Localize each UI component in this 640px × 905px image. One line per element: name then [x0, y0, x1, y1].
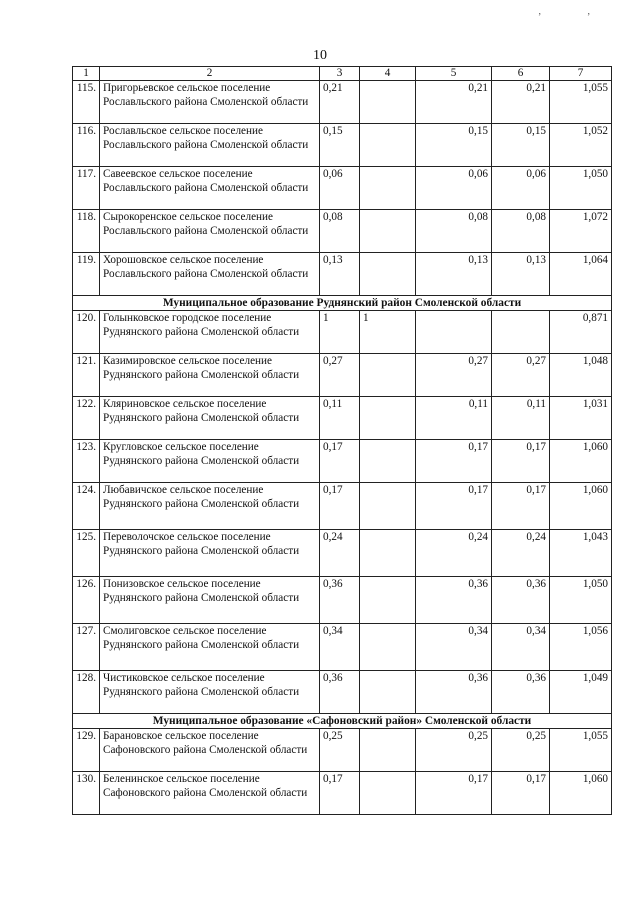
value-col-5: 0,06 — [416, 167, 492, 210]
column-header: 3 — [320, 67, 360, 81]
value-col-4 — [360, 729, 416, 772]
value-col-3: 0,15 — [320, 124, 360, 167]
value-col-4 — [360, 210, 416, 253]
value-col-5: 0,25 — [416, 729, 492, 772]
settlement-name: Сырокоренское сельское поселение Рославльского района Смоленской области — [100, 210, 320, 253]
table-row — [73, 81, 612, 124]
value-col-5: 0,36 — [416, 671, 492, 714]
value-col-3: 0,08 — [320, 210, 360, 253]
section-title: Муниципальное образование Руднянский район Смоленской области — [73, 296, 612, 311]
value-col-7: 1,050 — [550, 577, 612, 624]
value-col-3: 0,17 — [320, 440, 360, 483]
value-col-4 — [360, 440, 416, 483]
row-number: 118. — [73, 210, 100, 253]
row-number: 122. — [73, 397, 100, 440]
column-header: 2 — [100, 67, 320, 81]
value-col-5: 0,24 — [416, 530, 492, 577]
value-col-6: 0,36 — [492, 671, 550, 714]
value-col-4 — [360, 354, 416, 397]
section-header-row — [73, 714, 612, 729]
value-col-3: 1 — [320, 311, 360, 354]
section-title: Муниципальное образование «Сафоновский район» Смоленской области — [73, 714, 612, 729]
value-col-4 — [360, 483, 416, 530]
row-number: 127. — [73, 624, 100, 671]
row-number: 124. — [73, 483, 100, 530]
value-col-3: 0,36 — [320, 671, 360, 714]
value-col-4 — [360, 671, 416, 714]
value-col-4 — [360, 530, 416, 577]
table-row — [73, 311, 612, 354]
table-row — [73, 397, 612, 440]
value-col-5: 0,11 — [416, 397, 492, 440]
value-col-7: 1,055 — [550, 81, 612, 124]
table-row — [73, 671, 612, 714]
table-row — [73, 483, 612, 530]
row-number: 115. — [73, 81, 100, 124]
coefficients-table — [72, 66, 612, 815]
value-col-3: 0,11 — [320, 397, 360, 440]
value-col-7: 1,060 — [550, 440, 612, 483]
value-col-5: 0,08 — [416, 210, 492, 253]
value-col-5: 0,21 — [416, 81, 492, 124]
table-row — [73, 577, 612, 624]
value-col-6: 0,06 — [492, 167, 550, 210]
table-row — [73, 354, 612, 397]
table-row — [73, 124, 612, 167]
column-header: 7 — [550, 67, 612, 81]
value-col-7: 1,050 — [550, 167, 612, 210]
value-col-7: 1,060 — [550, 483, 612, 530]
row-number: 128. — [73, 671, 100, 714]
settlement-name: Хорошовское сельское поселение Рославльского района Смоленской области — [100, 253, 320, 296]
value-col-4: 1 — [360, 311, 416, 354]
value-col-6: 0,25 — [492, 729, 550, 772]
settlement-name: Смолиговское сельское поселение Руднянского района Смоленской области — [100, 624, 320, 671]
value-col-5: 0,17 — [416, 772, 492, 815]
value-col-3: 0,34 — [320, 624, 360, 671]
row-number: 119. — [73, 253, 100, 296]
value-col-6: 0,17 — [492, 772, 550, 815]
row-number: 125. — [73, 530, 100, 577]
value-col-3: 0,13 — [320, 253, 360, 296]
value-col-7: 1,049 — [550, 671, 612, 714]
row-number: 116. — [73, 124, 100, 167]
value-col-6: 0,34 — [492, 624, 550, 671]
value-col-6: 0,21 — [492, 81, 550, 124]
value-col-4 — [360, 167, 416, 210]
settlement-name: Кляриновское сельское поселение Руднянского района Смоленской области — [100, 397, 320, 440]
section-header-row — [73, 296, 612, 311]
value-col-3: 0,17 — [320, 772, 360, 815]
table-row — [73, 167, 612, 210]
value-col-5: 0,17 — [416, 440, 492, 483]
table-row — [73, 440, 612, 483]
settlement-name: Рославльское сельское поселение Рославльского района Смоленской области — [100, 124, 320, 167]
value-col-5: 0,13 — [416, 253, 492, 296]
column-header: 5 — [416, 67, 492, 81]
value-col-7: 1,052 — [550, 124, 612, 167]
value-col-3: 0,36 — [320, 577, 360, 624]
settlement-name: Пригорьевское сельское поселение Рославльского района Смоленской области — [100, 81, 320, 124]
column-header: 6 — [492, 67, 550, 81]
value-col-5: 0,17 — [416, 483, 492, 530]
value-col-5: 0,36 — [416, 577, 492, 624]
value-col-6: 0,27 — [492, 354, 550, 397]
table-row — [73, 729, 612, 772]
value-col-5: 0,34 — [416, 624, 492, 671]
settlement-name: Голынковское городское поселение Руднянского района Смоленской области — [100, 311, 320, 354]
corner-marks: , , — [538, 6, 612, 17]
row-number: 120. — [73, 311, 100, 354]
table-header-row — [73, 67, 612, 81]
row-number: 130. — [73, 772, 100, 815]
page-number: 10 — [313, 48, 327, 63]
value-col-3: 0,21 — [320, 81, 360, 124]
table-row — [73, 624, 612, 671]
settlement-name: Кругловское сельское поселение Руднянского района Смоленской области — [100, 440, 320, 483]
value-col-6: 0,15 — [492, 124, 550, 167]
value-col-3: 0,27 — [320, 354, 360, 397]
row-number: 117. — [73, 167, 100, 210]
value-col-6: 0,13 — [492, 253, 550, 296]
value-col-7: 1,072 — [550, 210, 612, 253]
value-col-3: 0,24 — [320, 530, 360, 577]
value-col-4 — [360, 124, 416, 167]
settlement-name: Любавичское сельское поселение Руднянского района Смоленской области — [100, 483, 320, 530]
table-row — [73, 530, 612, 577]
settlement-name: Переволочское сельское поселение Руднянского района Смоленской области — [100, 530, 320, 577]
value-col-3: 0,25 — [320, 729, 360, 772]
value-col-6: 0,17 — [492, 483, 550, 530]
settlement-name: Казимировское сельское поселение Руднянского района Смоленской области — [100, 354, 320, 397]
settlement-name: Понизовское сельское поселение Руднянского района Смоленской области — [100, 577, 320, 624]
value-col-4 — [360, 81, 416, 124]
row-number: 126. — [73, 577, 100, 624]
value-col-4 — [360, 772, 416, 815]
column-header: 4 — [360, 67, 416, 81]
value-col-7: 1,048 — [550, 354, 612, 397]
value-col-6 — [492, 311, 550, 354]
settlement-name: Беленинское сельское поселение Сафоновского района Смоленской области — [100, 772, 320, 815]
value-col-4 — [360, 624, 416, 671]
value-col-7: 1,060 — [550, 772, 612, 815]
value-col-3: 0,17 — [320, 483, 360, 530]
value-col-7: 1,043 — [550, 530, 612, 577]
value-col-7: 1,056 — [550, 624, 612, 671]
value-col-5: 0,27 — [416, 354, 492, 397]
value-col-7: 1,031 — [550, 397, 612, 440]
column-header: 1 — [73, 67, 100, 81]
value-col-3: 0,06 — [320, 167, 360, 210]
value-col-4 — [360, 397, 416, 440]
row-number: 123. — [73, 440, 100, 483]
table-body — [73, 81, 612, 815]
value-col-7: 0,871 — [550, 311, 612, 354]
settlement-name: Савеевское сельское поселение Рославльского района Смоленской области — [100, 167, 320, 210]
table-row — [73, 253, 612, 296]
settlement-name: Чистиковское сельское поселение Руднянского района Смоленской области — [100, 671, 320, 714]
value-col-4 — [360, 253, 416, 296]
value-col-6: 0,08 — [492, 210, 550, 253]
value-col-7: 1,055 — [550, 729, 612, 772]
value-col-4 — [360, 577, 416, 624]
value-col-7: 1,064 — [550, 253, 612, 296]
settlement-name: Барановское сельское поселение Сафоновского района Смоленской области — [100, 729, 320, 772]
value-col-5 — [416, 311, 492, 354]
value-col-6: 0,17 — [492, 440, 550, 483]
value-col-6: 0,36 — [492, 577, 550, 624]
table-row — [73, 210, 612, 253]
value-col-5: 0,15 — [416, 124, 492, 167]
row-number: 129. — [73, 729, 100, 772]
table-row — [73, 772, 612, 815]
value-col-6: 0,24 — [492, 530, 550, 577]
row-number: 121. — [73, 354, 100, 397]
value-col-6: 0,11 — [492, 397, 550, 440]
